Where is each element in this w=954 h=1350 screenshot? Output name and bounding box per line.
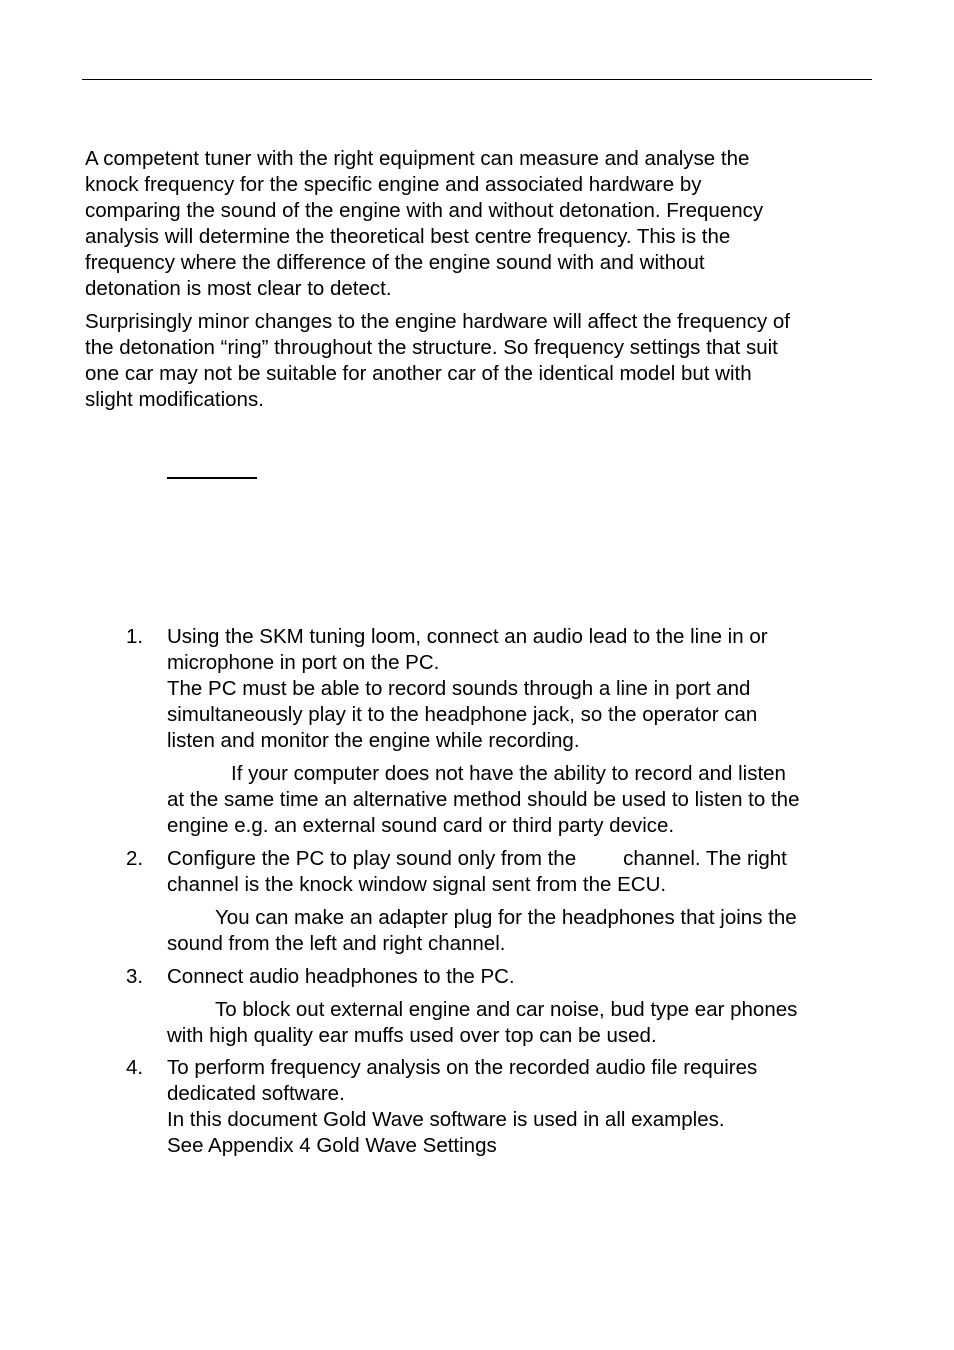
- text-line: Surprisingly minor changes to the engine hardware will affect the frequency of: [85, 310, 790, 333]
- intro-paragraph-1: [85, 146, 875, 302]
- text-line: simultaneously play it to the headphone jack, so the operator can: [167, 703, 758, 726]
- text-line: the detonation “ring” throughout the structure. So frequency settings that suit: [85, 336, 778, 359]
- step-text: [167, 964, 877, 990]
- text-line: slight modifications.: [85, 388, 264, 411]
- text-fragment: Configure the PC to play sound only from the: [167, 847, 577, 870]
- step-note: [167, 905, 877, 957]
- text-line: with high quality ear muffs used over top can be used.: [167, 1024, 657, 1047]
- header-rule: [82, 79, 872, 80]
- text-line: To perform frequency analysis on the recorded audio file requires: [167, 1056, 758, 1079]
- text-line: dedicated software.: [167, 1082, 345, 1105]
- text-line: analysis will determine the theoretical best centre frequency. This is the: [85, 225, 731, 248]
- text-line: Connect audio headphones to the PC.: [167, 965, 515, 988]
- text-line: The PC must be able to record sounds through a line in port and: [167, 677, 751, 700]
- text-line: knock frequency for the specific engine and associated hardware by: [85, 173, 702, 196]
- step-text: [167, 1055, 877, 1159]
- text-line: frequency where the difference of the engine sound with and without: [85, 251, 705, 274]
- text-line: listen and monitor the engine while recording.: [167, 729, 580, 752]
- text-line: If your computer does not have the ability to record and listen: [231, 762, 786, 785]
- step-note: [167, 997, 877, 1049]
- text-line: Using the SKM tuning loom, connect an audio lead to the line in or: [167, 625, 768, 648]
- text-line: To block out external engine and car noise, bud type ear phones: [215, 998, 798, 1021]
- text-line: one car may not be suitable for another car of the identical model but with: [85, 362, 752, 385]
- step-number: 4.: [126, 1056, 144, 1079]
- text-line: engine e.g. an external sound card or third party device.: [167, 814, 675, 837]
- step-note: [167, 761, 877, 839]
- text-line: A competent tuner with the right equipment can measure and analyse the: [85, 147, 750, 170]
- step-number: 1.: [126, 625, 144, 648]
- text-fragment: channel. The right: [623, 847, 787, 870]
- step-number: 2.: [126, 847, 144, 870]
- text-line: See Appendix 4 Gold Wave Settings: [167, 1134, 497, 1157]
- text-line: [167, 846, 877, 872]
- section-underline: [167, 477, 257, 479]
- text-line: You can make an adapter plug for the headphones that joins the: [215, 906, 797, 929]
- text-line: detonation is most clear to detect.: [85, 277, 392, 300]
- text-line: at the same time an alternative method should be used to listen to the: [167, 788, 800, 811]
- step-text: [167, 624, 877, 754]
- text-line: sound from the left and right channel.: [167, 932, 506, 955]
- step-number: 3.: [126, 965, 144, 988]
- intro-paragraph-2: [85, 309, 875, 413]
- text-line: channel is the knock window signal sent from the ECU.: [167, 873, 667, 896]
- text-line: comparing the sound of the engine with and without detonation. Frequency: [85, 199, 764, 222]
- text-line: microphone in port on the PC.: [167, 651, 440, 674]
- text-line: In this document Gold Wave software is used in all examples.: [167, 1108, 725, 1131]
- step-text: [167, 846, 877, 898]
